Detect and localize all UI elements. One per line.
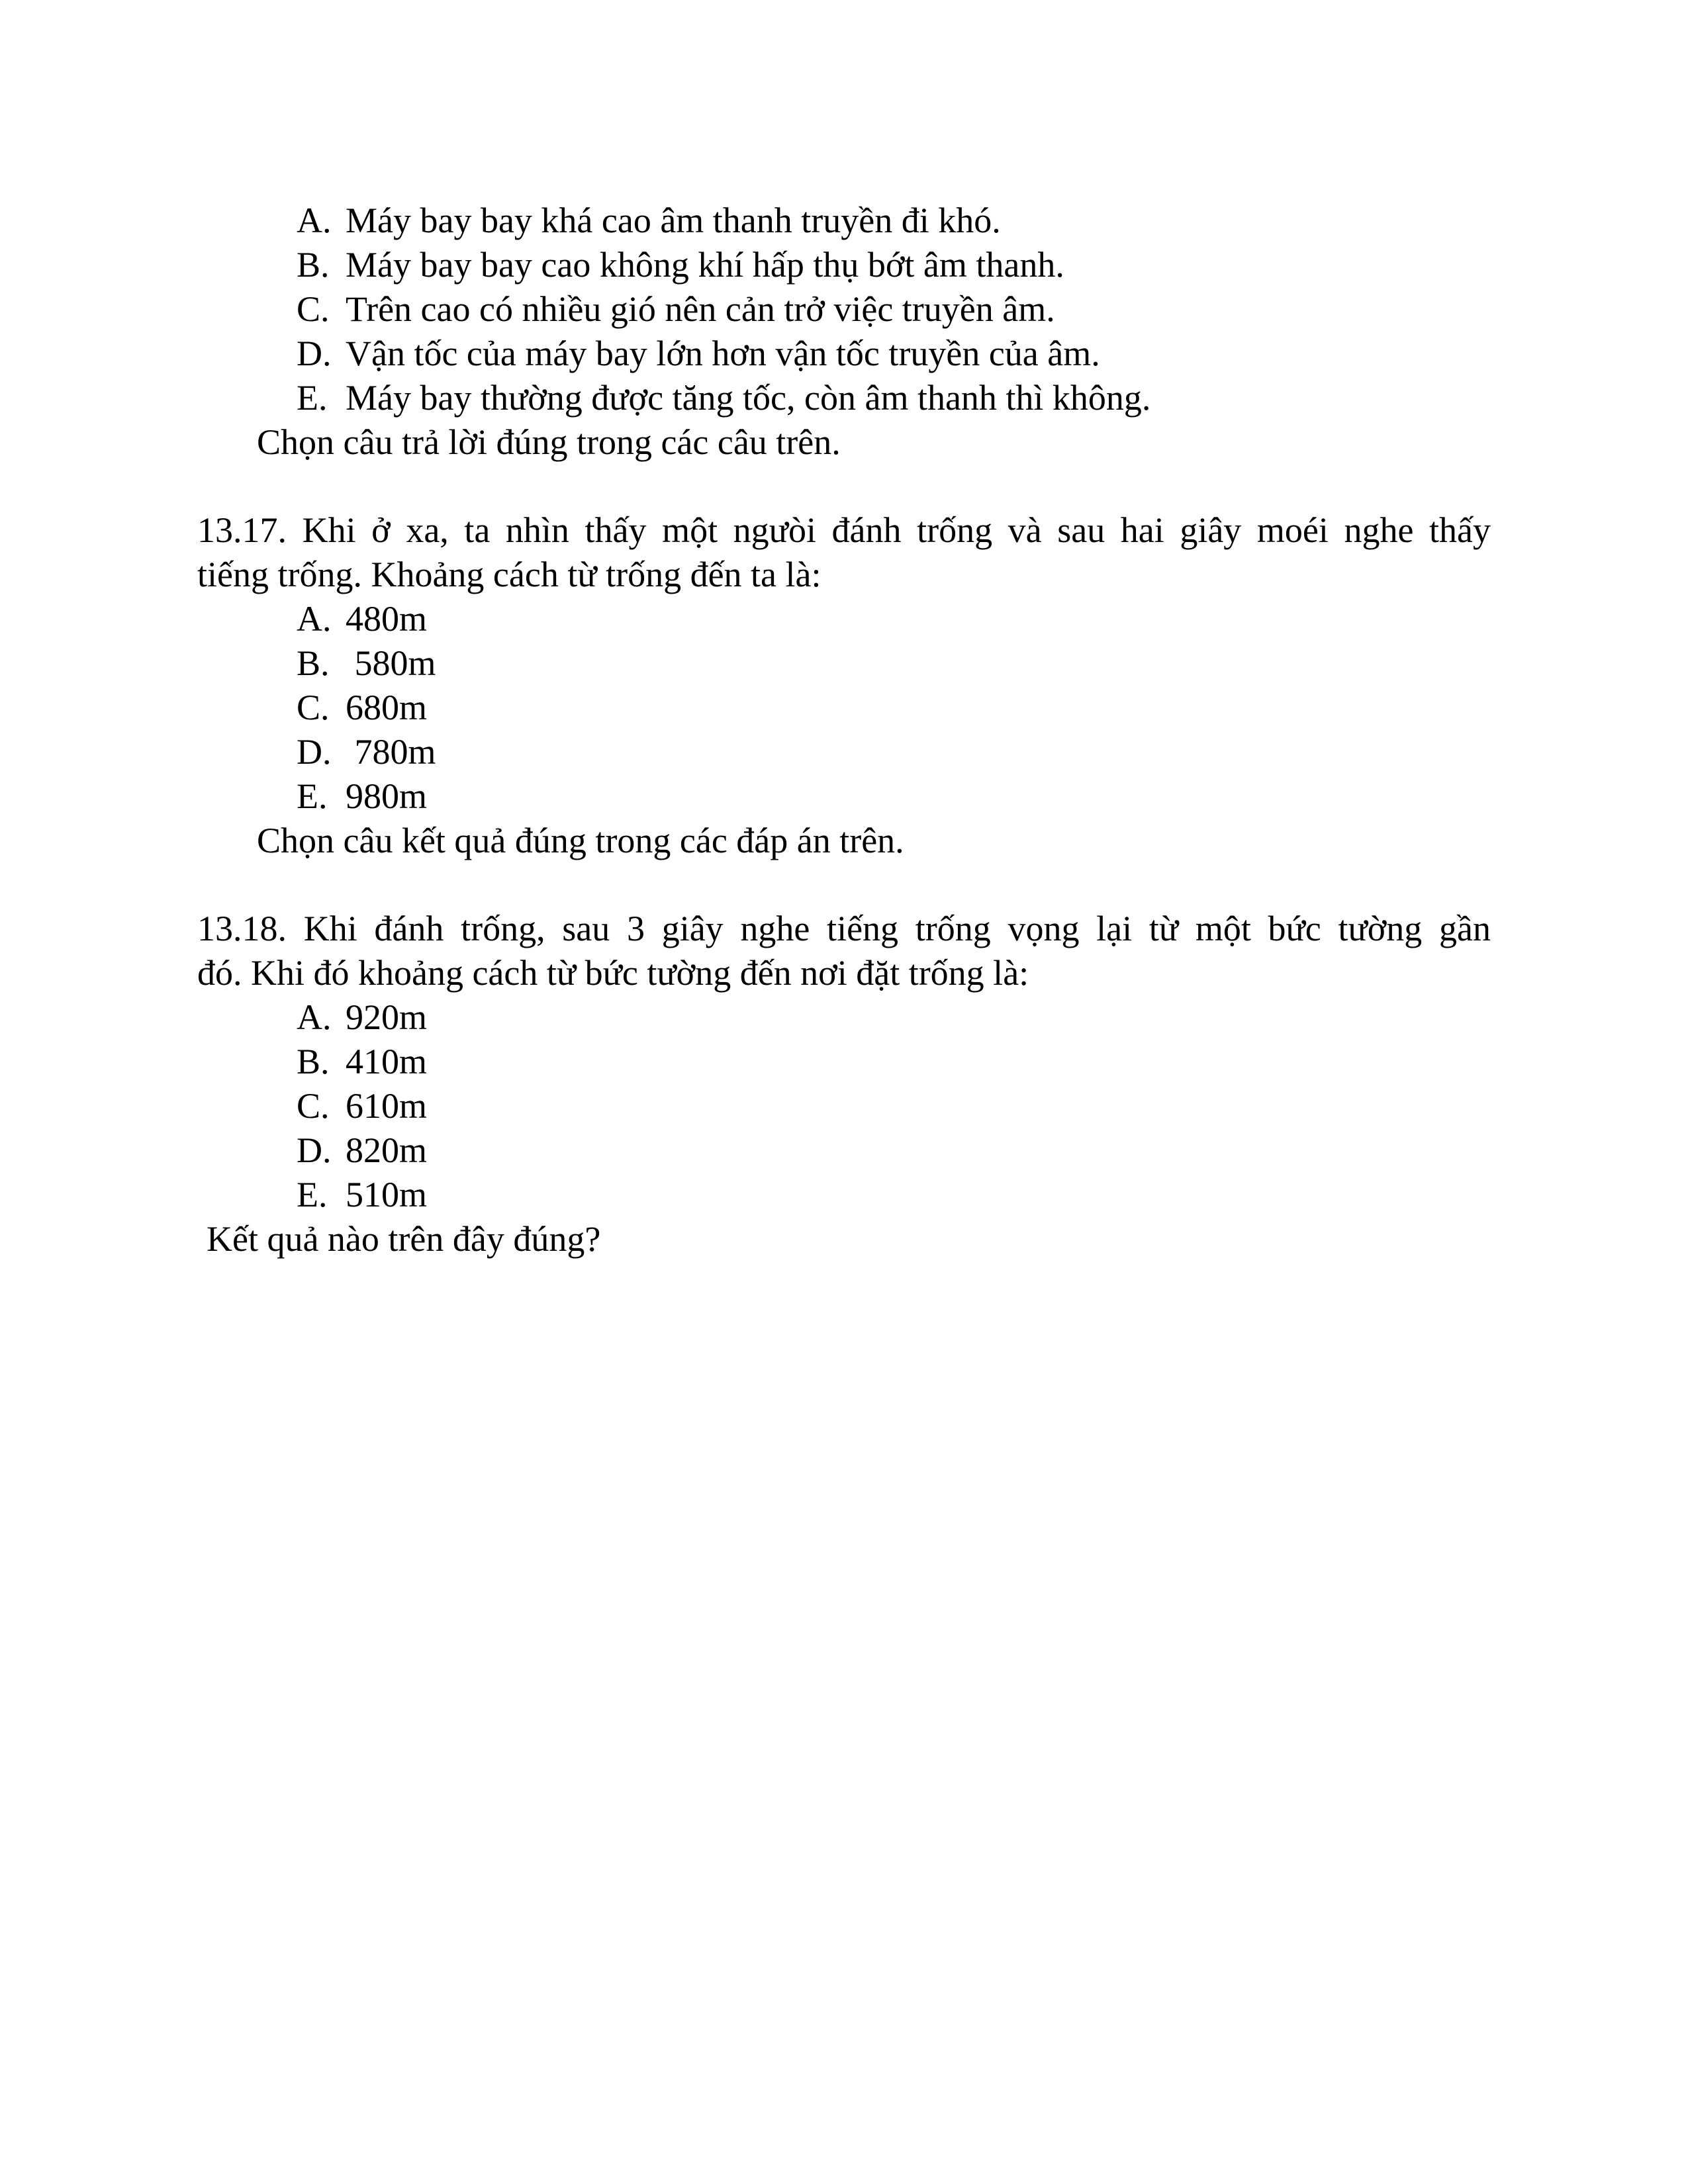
option-d	[297, 730, 436, 774]
option-text: 920m	[346, 997, 428, 1037]
option-d	[297, 1128, 427, 1172]
option-letter: A.	[297, 201, 332, 240]
option-letter: C.	[297, 289, 330, 329]
option-letter: B.	[297, 1042, 330, 1081]
option-text: 610m	[346, 1086, 428, 1126]
option-e	[297, 774, 427, 818]
option-c	[297, 686, 427, 729]
option-text: 680m	[346, 688, 428, 727]
option-d	[297, 332, 1100, 375]
option-text: Máy bay bay khá cao âm thanh truyền đi khó.	[346, 201, 1001, 240]
question-prompt: Chọn câu kết quả đúng trong các đáp án trên.	[257, 821, 904, 860]
option-text: 820m	[346, 1130, 428, 1170]
option-c	[297, 287, 1055, 331]
option-letter: E.	[297, 1175, 328, 1214]
option-b	[297, 1040, 427, 1083]
option-letter: C.	[297, 688, 330, 727]
option-text: Máy bay bay cao không khí hấp thụ bớt âm thanh.	[346, 245, 1064, 285]
option-letter: E.	[297, 776, 328, 816]
option-letter: D.	[297, 334, 332, 373]
option-letter: B.	[297, 643, 330, 683]
option-e	[297, 1173, 427, 1216]
option-c	[297, 1084, 427, 1128]
option-text: 580m	[346, 643, 436, 683]
option-b	[297, 641, 436, 685]
question-prompt: Chọn câu trả lời đúng trong các câu trên.	[257, 422, 841, 462]
option-text: 980m	[346, 776, 428, 816]
option-a	[297, 995, 427, 1039]
option-text: Vận tốc của máy bay lớn hơn vận tốc truyền của âm.	[346, 334, 1100, 373]
option-text: Trên cao có nhiều gió nên cản trở việc truyền âm.	[346, 289, 1055, 329]
question-13-18-line-2: đó. Khi đó khoảng cách từ bức tường đến nơi đặt trống là:	[197, 953, 1029, 993]
option-text: 410m	[346, 1042, 428, 1081]
option-a	[297, 597, 427, 641]
question-13-17-line-2: tiếng trống. Khoảng cách từ trống đến ta là:	[197, 555, 821, 594]
option-b	[297, 243, 1064, 287]
option-letter: B.	[297, 245, 330, 285]
option-letter: E.	[297, 378, 328, 418]
option-text: Máy bay thường được tăng tốc, còn âm thanh thì không.	[346, 378, 1151, 418]
option-letter: C.	[297, 1086, 330, 1126]
question-13-18-line-1: 13.18. Khi đánh trống, sau 3 giây nghe tiếng trống vọng lại từ một bức tường gần	[197, 909, 1491, 948]
option-a	[297, 199, 1001, 242]
option-letter: D.	[297, 732, 332, 772]
option-e	[297, 376, 1150, 420]
option-letter: D.	[297, 1130, 332, 1170]
question-prompt: Kết quả nào trên đây đúng?	[207, 1219, 601, 1259]
option-text: 480m	[346, 599, 428, 639]
option-letter: A.	[297, 997, 332, 1037]
option-letter: A.	[297, 599, 332, 639]
option-text: 510m	[346, 1175, 428, 1214]
question-13-17-line-1: 13.17. Khi ở xa, ta nhìn thấy một ngưòi đánh trống và sau hai giây moéi nghe thấy	[197, 510, 1491, 550]
option-text: 780m	[346, 732, 436, 772]
